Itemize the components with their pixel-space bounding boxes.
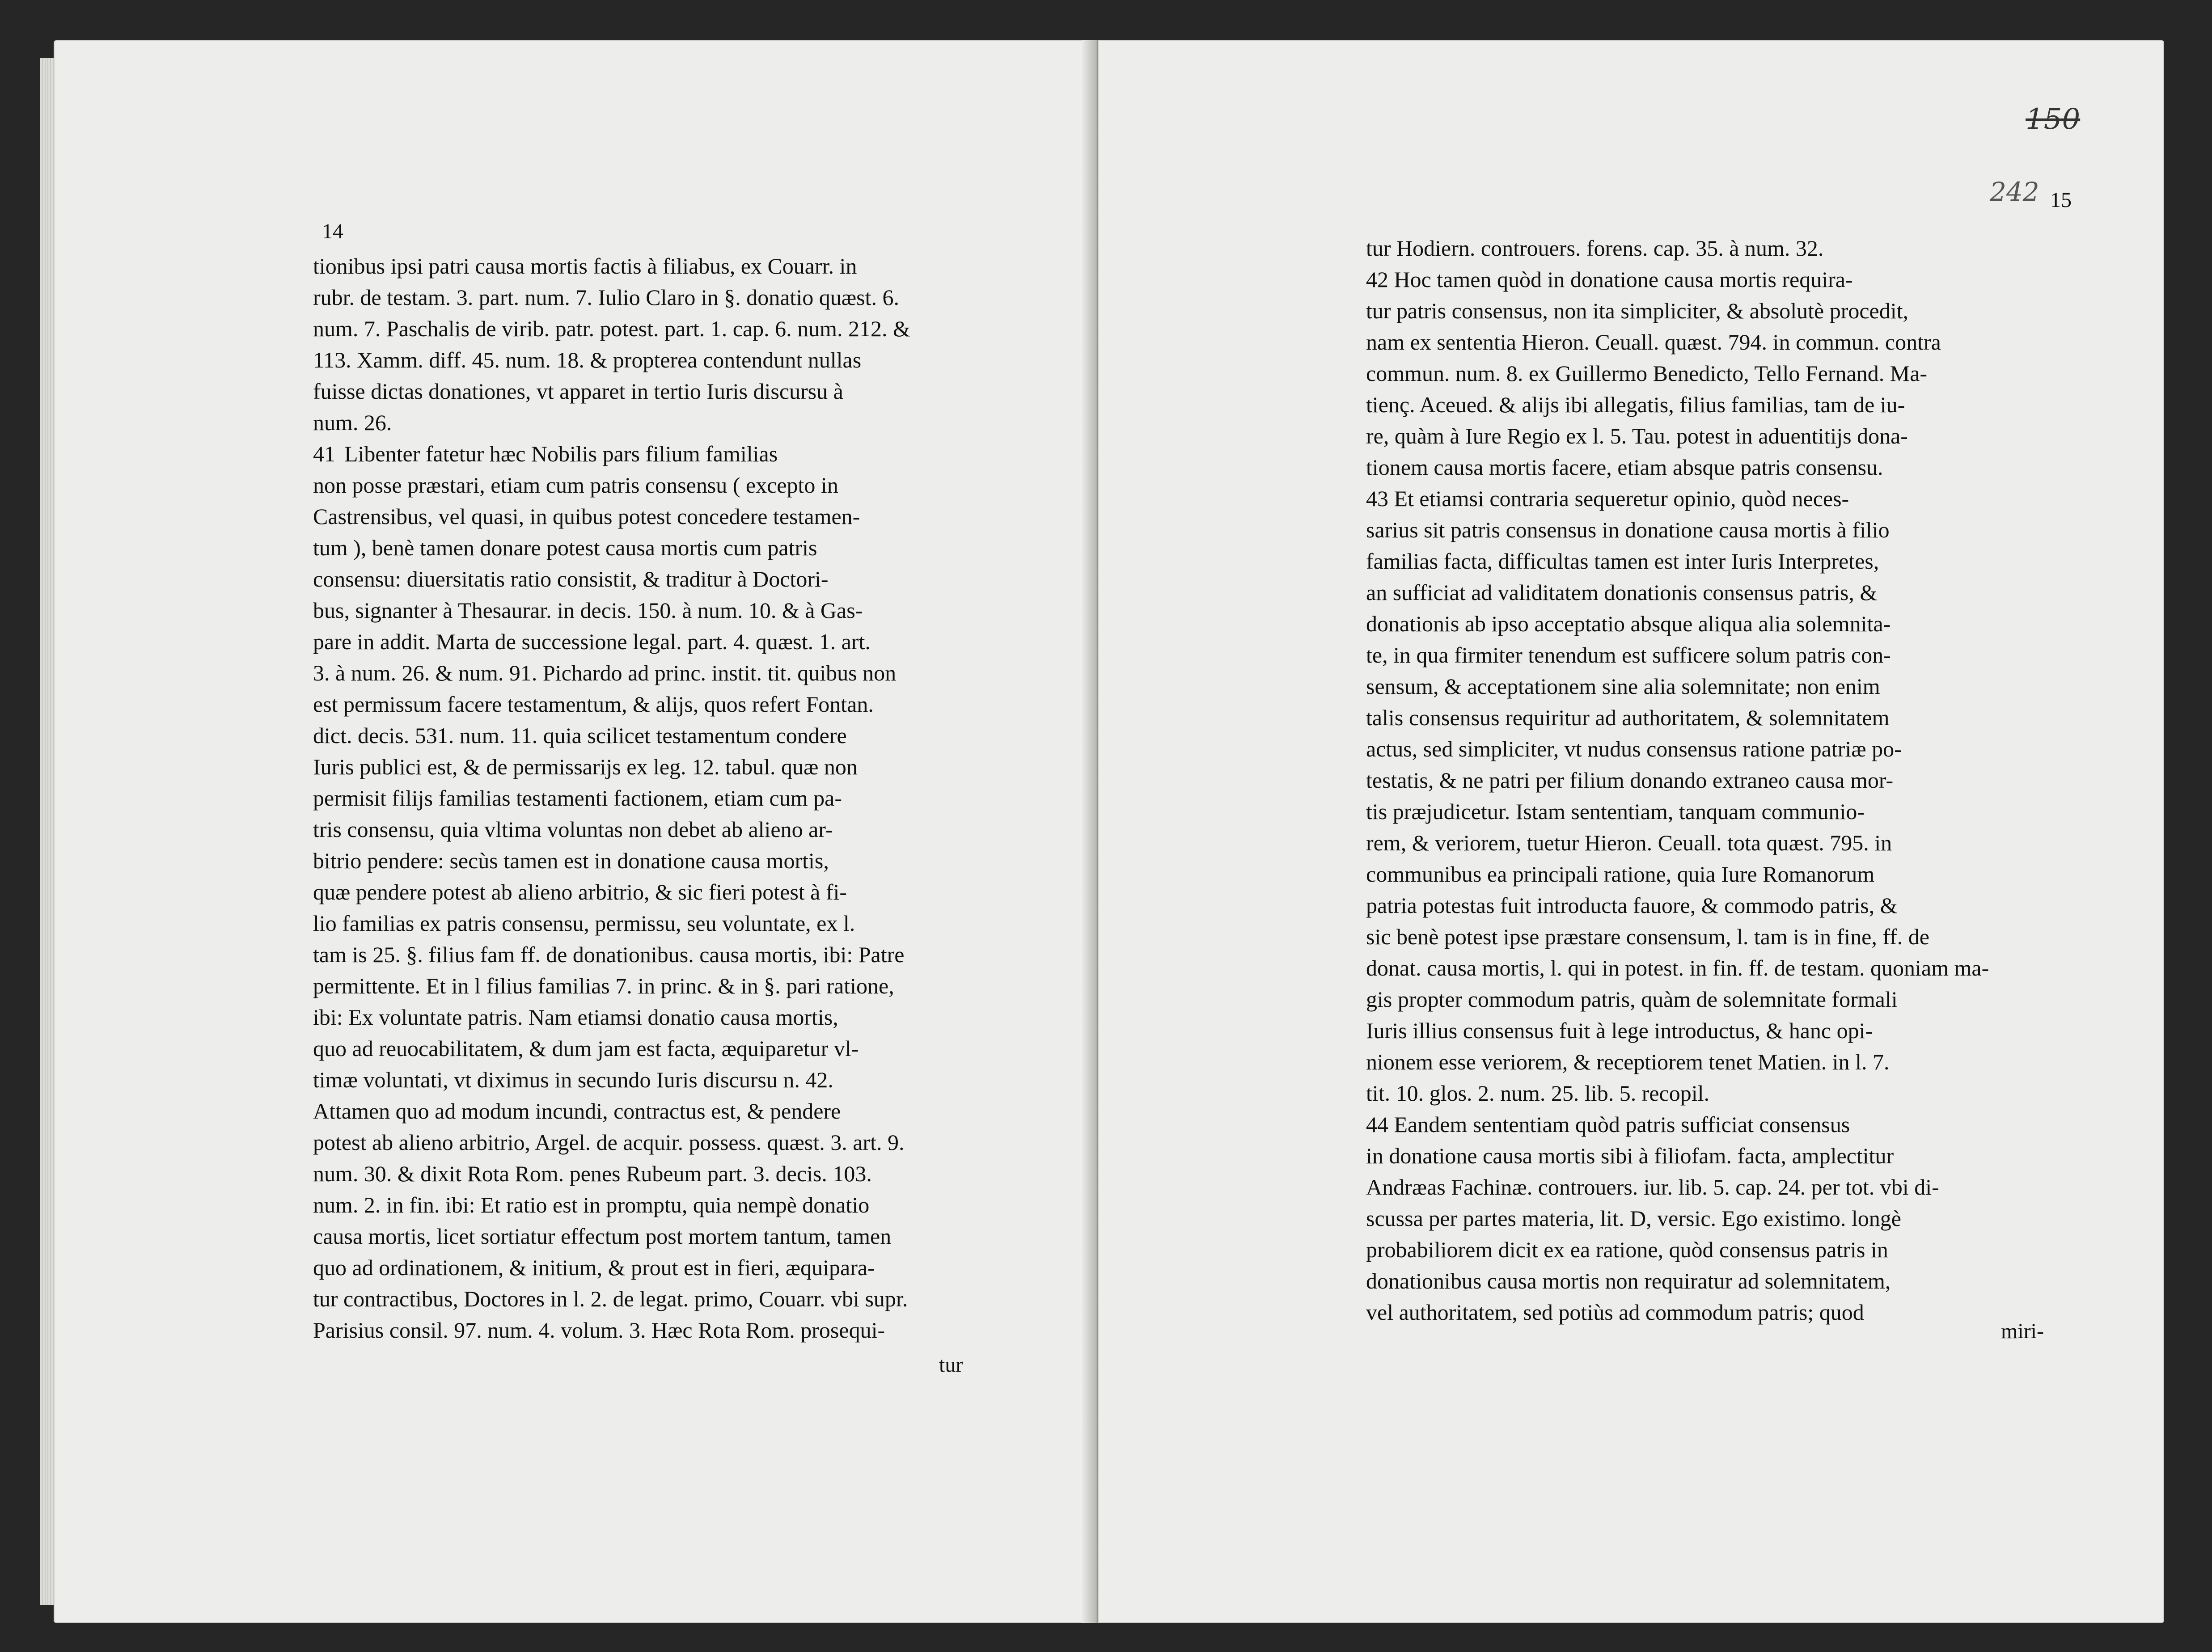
text-line bbox=[1366, 984, 2037, 1015]
line-text: testatis, & ne patri per filium donando extraneo causa mor- bbox=[1366, 768, 1894, 793]
line-text: non posse præstari, etiam cum patris consensu ( excepto in bbox=[313, 473, 838, 498]
line-text: tionem causa mortis facere, etiam absque patris consensu. bbox=[1366, 455, 1883, 480]
line-text: lio familias ex patris consensu, permissu, seu voluntate, ex l. bbox=[313, 911, 855, 936]
line-text: fuisse dictas donationes, vt apparet in tertio Iuris discursu à bbox=[313, 379, 843, 404]
line-text: nam ex sententia Hieron. Ceuall. quæst. 794. in commun. contra bbox=[1366, 330, 1941, 355]
folio-number: 242 bbox=[1990, 177, 2039, 207]
line-text: tis præjudicetur. Istam sententiam, tanquam communio- bbox=[1366, 799, 1865, 824]
line-text: in donatione causa mortis sibi à filiofam. facta, amplectitur bbox=[1366, 1143, 1894, 1168]
line-text: pare in addit. Marta de successione legal. part. 4. quæst. 1. art. bbox=[313, 629, 871, 654]
text-line bbox=[1366, 952, 2037, 984]
line-text: permisit filijs familias testamenti factionem, etiam cum pa- bbox=[313, 786, 842, 811]
text-line bbox=[1366, 733, 2037, 765]
text-line bbox=[1366, 1297, 2037, 1328]
right-page bbox=[1098, 40, 2164, 1623]
text-line bbox=[1366, 1171, 2037, 1203]
page-edges bbox=[40, 58, 55, 1605]
book-spread bbox=[54, 40, 2164, 1623]
text-line bbox=[313, 720, 975, 751]
line-text: est permissum facere testamentum, & alijs, quos refert Fontan. bbox=[313, 692, 874, 717]
text-line bbox=[313, 1095, 975, 1127]
text-line bbox=[313, 595, 975, 626]
line-text: Iuris illius consensus fuit à lege introductus, & hanc opi- bbox=[1366, 1018, 1873, 1043]
text-line bbox=[1366, 232, 2037, 264]
line-text: Castrensibus, vel quasi, in quibus potest concedere testamen- bbox=[313, 504, 860, 529]
right-page-number: 15 bbox=[2050, 188, 2072, 212]
line-text: Iuris publici est, & de permissarijs ex leg. 12. tabul. quæ non bbox=[313, 754, 858, 779]
text-line bbox=[1366, 890, 2037, 921]
text-line bbox=[313, 908, 975, 939]
line-text: donationibus causa mortis non requiratur ad solemnitatem, bbox=[1366, 1268, 1891, 1293]
line-text: quæ pendere potest ab alieno arbitrio, & sic fieri potest à fi- bbox=[313, 879, 847, 904]
text-line bbox=[313, 532, 975, 563]
text-line bbox=[1366, 420, 2037, 452]
line-text: 42 Hoc tamen quòd in donatione causa mortis requira- bbox=[1366, 267, 1853, 292]
line-text: quo ad reuocabilitatem, & dum jam est facta, æquiparetur vl- bbox=[313, 1036, 859, 1061]
text-line bbox=[313, 501, 975, 532]
line-text: rem, & veriorem, tuetur Hieron. Ceuall. tota quæst. 795. in bbox=[1366, 830, 1892, 855]
line-text: an sufficiat ad validitatem donationis consensus patris, & bbox=[1366, 580, 1878, 605]
text-line bbox=[1366, 389, 2037, 420]
text-line bbox=[1366, 1015, 2037, 1046]
text-line bbox=[1366, 1140, 2037, 1171]
line-text: Parisius consil. 97. num. 4. volum. 3. Hæc Rota Rom. prosequi- bbox=[313, 1318, 885, 1343]
text-line bbox=[313, 1189, 975, 1221]
text-line bbox=[313, 782, 975, 814]
text-line bbox=[313, 407, 975, 438]
text-line bbox=[1366, 358, 2037, 389]
text-line bbox=[313, 626, 975, 657]
text-line bbox=[1366, 452, 2037, 483]
line-text: communibus ea principali ratione, quia Iure Romanorum bbox=[1366, 862, 1875, 887]
text-line bbox=[313, 657, 975, 689]
text-line bbox=[313, 376, 975, 407]
line-text: actus, sed simpliciter, vt nudus consensus ratione patriæ po- bbox=[1366, 736, 1902, 761]
right-text-block bbox=[1366, 232, 2037, 1328]
text-line bbox=[1366, 796, 2037, 827]
text-line bbox=[313, 469, 975, 501]
line-text: tur Hodiern. controuers. forens. cap. 35. à num. 32. bbox=[1366, 236, 1824, 261]
text-line bbox=[313, 1252, 975, 1283]
struck-folio-number: 150 bbox=[2026, 103, 2081, 136]
line-text: 44 Eandem sententiam quòd patris sufficiat consensus bbox=[1366, 1112, 1850, 1137]
line-text: patria potestas fuit introducta fauore, & commodo patris, & bbox=[1366, 893, 1898, 918]
line-text: tum ), benè tamen donare potest causa mortis cum patris bbox=[313, 535, 817, 560]
text-line bbox=[313, 250, 975, 282]
text-line bbox=[313, 282, 975, 313]
text-line bbox=[1366, 483, 2037, 514]
text-line bbox=[1366, 1046, 2037, 1077]
line-text: tur patris consensus, non ita simpliciter, & absolutè procedit, bbox=[1366, 298, 1909, 323]
line-text: quo ad ordinationem, & initium, & prout est in fieri, æquipara- bbox=[313, 1255, 875, 1280]
text-line bbox=[313, 970, 975, 1001]
text-line bbox=[313, 939, 975, 970]
left-catchword: tur bbox=[939, 1353, 963, 1377]
text-line bbox=[313, 1283, 975, 1314]
line-text: tienç. Aceued. & alijs ibi allegatis, filius familias, tam de iu- bbox=[1366, 392, 1905, 417]
text-line bbox=[1366, 264, 2037, 295]
line-text: gis propter commodum patris, quàm de solemnitate formali bbox=[1366, 987, 1898, 1012]
line-text: 113. Xamm. diff. 45. num. 18. & propterea contendunt nullas bbox=[313, 347, 862, 372]
text-line bbox=[313, 1158, 975, 1189]
line-text: consensu: diuersitatis ratio consistit, & traditur à Doctori- bbox=[313, 566, 829, 592]
text-line bbox=[313, 1221, 975, 1252]
line-text: tionibus ipsi patri causa mortis factis à filiabus, ex Couarr. in bbox=[313, 254, 857, 279]
line-text: sic benè potest ipse præstare consensum, l. tam is in fine, ff. de bbox=[1366, 924, 1929, 949]
text-line bbox=[1366, 608, 2037, 639]
right-catchword: miri- bbox=[2001, 1319, 2044, 1343]
text-line bbox=[1366, 295, 2037, 326]
line-text: Andræas Fachinæ. controuers. iur. lib. 5. cap. 24. per tot. vbi di- bbox=[1366, 1175, 1939, 1200]
line-text: re, quàm à Iure Regio ex l. 5. Tau. potest in aduentitijs dona- bbox=[1366, 423, 1908, 448]
line-text: timæ voluntati, vt diximus in secundo Iuris discursu n. 42. bbox=[313, 1067, 833, 1092]
text-line bbox=[313, 1001, 975, 1033]
line-text: rubr. de testam. 3. part. num. 7. Iulio Claro in §. donatio quæst. 6. bbox=[313, 285, 899, 310]
text-line bbox=[1366, 671, 2037, 702]
line-text: permittente. Et in l filius familias 7. in princ. & in §. pari ratione, bbox=[313, 973, 894, 998]
text-line bbox=[313, 845, 975, 876]
text-line bbox=[313, 1127, 975, 1158]
line-text: num. 7. Paschalis de virib. patr. potest. part. 1. cap. 6. num. 212. & bbox=[313, 316, 910, 341]
left-page-number: 14 bbox=[322, 220, 343, 243]
text-line bbox=[313, 876, 975, 908]
text-line bbox=[313, 1033, 975, 1064]
text-line bbox=[1366, 639, 2037, 671]
left-text-block bbox=[313, 250, 975, 1346]
line-text: nionem esse veriorem, & receptiorem tenet Matien. in l. 7. bbox=[1366, 1049, 1890, 1074]
line-text: te, in qua firmiter tenendum est sufficere solum patris con- bbox=[1366, 642, 1891, 668]
line-text: probabiliorem dicit ex ea ratione, quòd consensus patris in bbox=[1366, 1237, 1888, 1262]
text-line bbox=[313, 689, 975, 720]
text-line bbox=[313, 344, 975, 376]
line-text: num. 30. & dixit Rota Rom. penes Rubeum part. 3. decis. 103. bbox=[313, 1161, 872, 1186]
text-line bbox=[1366, 921, 2037, 952]
text-line bbox=[1366, 765, 2037, 796]
line-text: num. 2. in fin. ibi: Et ratio est in promptu, quia nempè donatio bbox=[313, 1192, 870, 1217]
text-line bbox=[1366, 702, 2037, 733]
line-text: 43 Et etiamsi contraria sequeretur opinio, quòd neces- bbox=[1366, 486, 1849, 511]
text-line bbox=[313, 1314, 975, 1346]
text-line bbox=[1366, 827, 2037, 858]
text-line bbox=[1366, 1109, 2037, 1140]
line-text: familias facta, difficultas tamen est inter Iuris Interpretes, bbox=[1366, 549, 1879, 574]
line-text: bus, signanter à Thesaurar. in decis. 150. à num. 10. & à Gas- bbox=[313, 598, 863, 623]
line-text: sarius sit patris consensus in donatione causa mortis à filio bbox=[1366, 517, 1890, 542]
line-text: num. 26. bbox=[313, 410, 392, 435]
text-line bbox=[313, 751, 975, 782]
line-text: Attamen quo ad modum incundi, contractus est, & pendere bbox=[313, 1099, 841, 1124]
text-line bbox=[313, 563, 975, 595]
line-text: tur contractibus, Doctores in l. 2. de legat. primo, Couarr. vbi supr. bbox=[313, 1286, 908, 1311]
text-line bbox=[313, 1064, 975, 1095]
text-line bbox=[1366, 1077, 2037, 1109]
line-text: commun. num. 8. ex Guillermo Benedicto, Tello Fernand. Ma- bbox=[1366, 361, 1928, 386]
line-text: sensum, & acceptationem sine alia solemnitate; non enim bbox=[1366, 674, 1880, 699]
line-text: tit. 10. glos. 2. num. 25. lib. 5. recopil. bbox=[1366, 1081, 1710, 1106]
line-text: potest ab alieno arbitrio, Argel. de acquir. possess. quæst. 3. art. 9. bbox=[313, 1130, 905, 1155]
line-text: donationis ab ipso acceptatio absque aliqua alia solemnita- bbox=[1366, 611, 1891, 636]
line-text: tris consensu, quia vltima voluntas non debet ab alieno ar- bbox=[313, 817, 833, 842]
text-line bbox=[1366, 514, 2037, 545]
line-text: causa mortis, licet sortiatur effectum post mortem tantum, tamen bbox=[313, 1224, 892, 1249]
text-line bbox=[1366, 545, 2037, 577]
text-line bbox=[313, 438, 975, 469]
text-line bbox=[1366, 1203, 2037, 1234]
text-line bbox=[313, 814, 975, 845]
paragraph-number: 41 bbox=[313, 441, 335, 466]
line-text: Libenter fatetur hæc Nobilis pars filium familias bbox=[344, 441, 778, 466]
line-text: donat. causa mortis, l. qui in potest. in fin. ff. de testam. quoniam ma- bbox=[1366, 955, 1989, 980]
line-text: talis consensus requiritur ad authoritatem, & solemnitatem bbox=[1366, 705, 1890, 730]
line-text: 3. à num. 26. & num. 91. Pichardo ad princ. instit. tit. quibus non bbox=[313, 660, 897, 685]
left-page bbox=[54, 40, 1091, 1623]
text-line bbox=[1366, 577, 2037, 608]
line-text: bitrio pendere: secùs tamen est in donatione causa mortis, bbox=[313, 848, 829, 873]
line-text: scussa per partes materia, lit. D, versic. Ego existimo. longè bbox=[1366, 1206, 1901, 1231]
text-line bbox=[1366, 858, 2037, 890]
text-line bbox=[1366, 1265, 2037, 1297]
text-line bbox=[1366, 326, 2037, 358]
text-line bbox=[1366, 1234, 2037, 1265]
line-text: tam is 25. §. filius fam ff. de donationibus. causa mortis, ibi: Patre bbox=[313, 942, 905, 967]
line-text: ibi: Ex voluntate patris. Nam etiamsi donatio causa mortis, bbox=[313, 1005, 838, 1030]
text-line bbox=[313, 313, 975, 344]
line-text: dict. decis. 531. num. 11. quia scilicet testamentum condere bbox=[313, 723, 847, 748]
line-text: vel authoritatem, sed potiùs ad commodum patris; quod bbox=[1366, 1300, 1864, 1325]
